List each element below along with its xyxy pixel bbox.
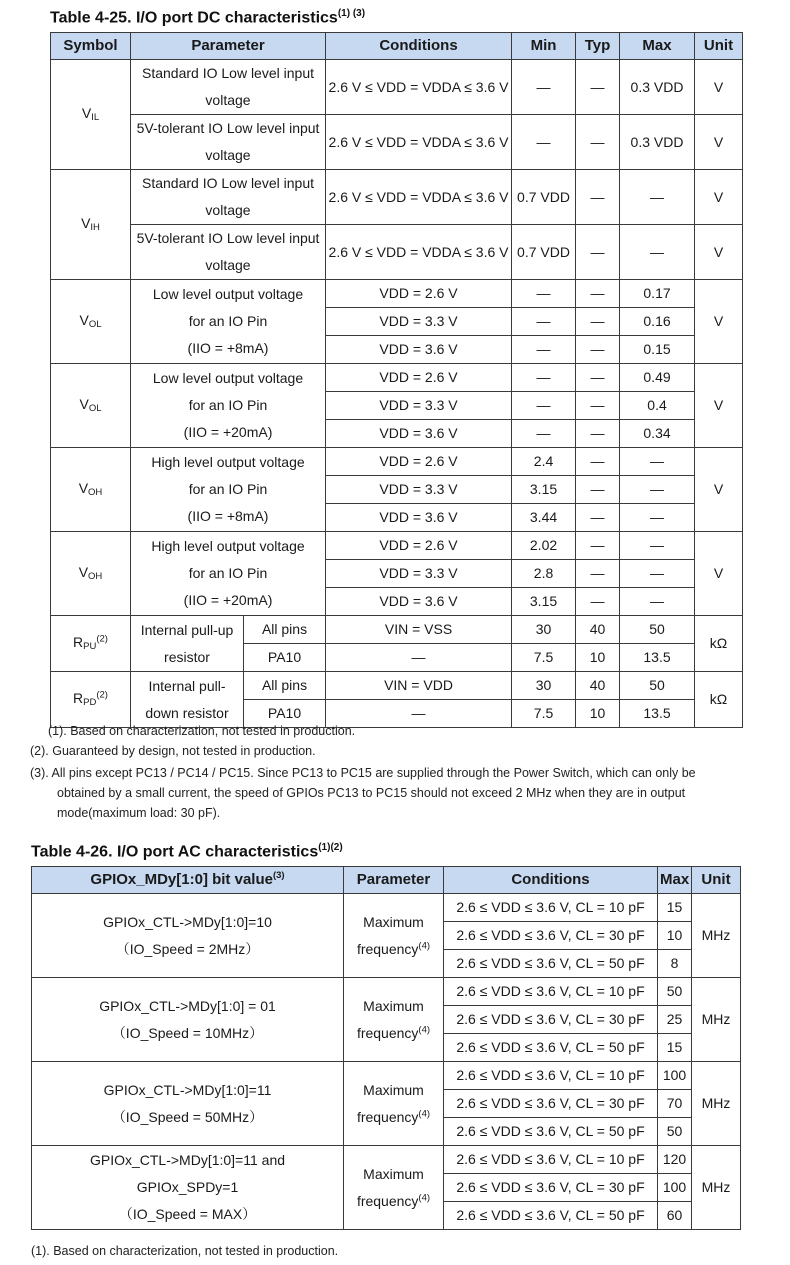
bit-line: GPIOx_CTL->MDy[1:0]=11 [103,1081,272,1098]
typ-cell: — [576,308,620,336]
max-cell: 13.5 [620,644,695,672]
table-dc-title-text: Table 4-25. I/O port DC characteristics [50,9,338,27]
param-cell [131,672,244,728]
typ-cell: 10 [576,644,620,672]
table-ac [31,866,741,1230]
param-cell: Standard IO Low level input voltage [131,170,326,225]
param-line: Low level output voltage [152,370,304,386]
pins-cell: PA10 [244,700,326,728]
min-cell: 2.4 [512,448,576,476]
table-row [51,280,743,308]
table-ac-title [31,842,343,861]
typ-cell: — [576,504,620,532]
max-cell: 70 [658,1090,692,1118]
table-dc-note-1: (1). Based on characterization, not tested in production. [48,724,356,738]
symbol-text: R [73,634,84,650]
cond-cell: 2.6 V ≤ VDD = VDDA ≤ 3.6 V [326,60,512,115]
table-ac-title-text: Table 4-26. I/O port AC characteristics [31,843,319,861]
footnote-ref: (3) [272,870,285,881]
param-cell [344,1062,444,1146]
max-cell: 100 [658,1062,692,1090]
max-cell: 10 [658,922,692,950]
param-line: (IIO = +8mA) [187,508,269,524]
min-cell: — [512,364,576,392]
min-cell: 3.15 [512,588,576,616]
bit-value-cell [32,1062,344,1146]
cond-cell: 2.6 ≤ VDD ≤ 3.6 V, CL = 30 pF [444,922,658,950]
table-dc-note-3 [30,763,740,823]
min-cell: 2.8 [512,560,576,588]
param-line: High level output voltage [151,538,305,554]
min-cell: — [512,115,576,170]
cond-cell: VDD = 3.6 V [326,420,512,448]
max-cell: 25 [658,1006,692,1034]
unit-cell: V [695,364,743,448]
cond-cell: VDD = 2.6 V [326,280,512,308]
table-row [51,364,743,392]
header-max: Max [658,867,692,894]
param-line: Maximum [363,1081,424,1098]
min-cell: 0.7 VDD [512,225,576,280]
typ-cell: — [576,448,620,476]
unit-cell: V [695,225,743,280]
max-cell: — [620,448,695,476]
cond-cell: 2.6 ≤ VDD ≤ 3.6 V, CL = 10 pF [444,1146,658,1174]
table-row [51,532,743,560]
unit-cell: V [695,280,743,364]
min-cell: — [512,392,576,420]
table-row [51,115,743,170]
header-unit: Unit [692,867,741,894]
max-cell: — [620,532,695,560]
bit-line: GPIOx_CTL->MDy[1:0]=11 and [89,1152,286,1168]
header-typ: Typ [576,33,620,60]
typ-cell: — [576,532,620,560]
max-cell: — [620,588,695,616]
table-row [32,894,741,922]
param-cell [131,280,326,364]
max-cell: 15 [658,894,692,922]
table-row [51,672,743,700]
max-cell: 0.17 [620,280,695,308]
cond-cell: 2.6 ≤ VDD ≤ 3.6 V, CL = 10 pF [444,1062,658,1090]
cond-cell: VIN = VDD [326,672,512,700]
max-cell: 13.5 [620,700,695,728]
symbol-subscript: OL [88,403,102,414]
table-row [32,1062,741,1090]
table-row [51,170,743,225]
bit-value-cell [32,894,344,978]
typ-cell: — [576,336,620,364]
unit-cell: V [695,448,743,532]
typ-cell: — [576,588,620,616]
param-line: frequency [356,940,419,957]
header-symbol: Symbol [51,33,131,60]
footnote-ref: (4) [418,1107,431,1119]
cond-cell: 2.6 ≤ VDD ≤ 3.6 V, CL = 10 pF [444,978,658,1006]
param-line: High level output voltage [151,454,305,470]
param-line: Maximum [363,997,424,1014]
typ-cell: — [576,364,620,392]
bit-line: （IO_Speed = 10MHz） [111,1024,264,1041]
cond-cell: VIN = VSS [326,616,512,644]
cond-cell: VDD = 3.3 V [326,560,512,588]
footnote-ref: (4) [418,939,431,951]
max-cell: — [620,170,695,225]
symbol-subscript: PU [83,641,97,652]
cond-cell: VDD = 2.6 V [326,448,512,476]
max-cell: 8 [658,950,692,978]
param-cell [344,1146,444,1230]
max-cell: 50 [658,978,692,1006]
bit-line: GPIOx_CTL->MDy[1:0]=10 [103,913,272,930]
min-cell: 7.5 [512,644,576,672]
param-cell [344,978,444,1062]
header-max: Max [620,33,695,60]
footnote-ref: (2) [96,689,108,701]
header-unit: Unit [695,33,743,60]
cond-cell: VDD = 2.6 V [326,532,512,560]
symbol-subscript: IL [91,112,100,123]
unit-cell: V [695,115,743,170]
max-cell: 100 [658,1174,692,1202]
cond-cell: 2.6 V ≤ VDD = VDDA ≤ 3.6 V [326,115,512,170]
param-cell: 5V-tolerant IO Low level input voltage [131,225,326,280]
param-line: for an IO Pin [188,397,268,413]
header-conditions: Conditions [326,33,512,60]
symbol-subscript: OH [88,487,103,498]
cond-cell: 2.6 ≤ VDD ≤ 3.6 V, CL = 50 pF [444,1202,658,1230]
footnote-ref: (4) [418,1191,431,1203]
table-dc-header-row [51,33,743,60]
typ-cell: 40 [576,616,620,644]
max-cell: 60 [658,1202,692,1230]
pins-cell: PA10 [244,644,326,672]
unit-cell: kΩ [695,616,743,672]
typ-cell: — [576,392,620,420]
max-cell: 0.16 [620,308,695,336]
param-cell: 5V-tolerant IO Low level input voltage [131,115,326,170]
header-bit-value [32,867,344,894]
min-cell: — [512,280,576,308]
symbol-text: V [78,480,89,496]
param-line: for an IO Pin [188,313,268,329]
max-cell: 0.34 [620,420,695,448]
footnote-ref: (4) [418,1023,431,1035]
footnote-ref: (2) [96,633,108,645]
min-cell: 30 [512,616,576,644]
symbol-voh-20ma [51,532,131,616]
symbol-subscript: OL [88,319,102,330]
cond-cell: 2.6 ≤ VDD ≤ 3.6 V, CL = 30 pF [444,1090,658,1118]
min-cell: — [512,308,576,336]
bit-line: （IO_Speed = MAX） [118,1206,257,1222]
typ-cell: — [576,225,620,280]
unit-cell: MHz [692,1146,741,1230]
unit-cell: V [695,170,743,225]
param-line: Internal pull-up [140,621,234,638]
param-line: Maximum [363,1165,424,1182]
max-cell: 0.3 VDD [620,60,695,115]
header-bit-value-text: GPIOx_MDy[1:0] bit value [90,871,273,888]
symbol-subscript: PD [83,697,97,708]
table-dc-note-2: (2). Guaranteed by design, not tested in production. [30,744,316,758]
max-cell: 50 [620,616,695,644]
typ-cell: 10 [576,700,620,728]
param-line: down resistor [145,704,229,721]
cond-cell: 2.6 V ≤ VDD = VDDA ≤ 3.6 V [326,225,512,280]
bit-line: GPIOx_SPDy=1 [136,1179,239,1195]
typ-cell: — [576,170,620,225]
max-cell: 50 [620,672,695,700]
table-ac-header-row [32,867,741,894]
unit-cell: MHz [692,894,741,978]
typ-cell: — [576,476,620,504]
bit-line: （IO_Speed = 2MHz） [115,940,260,957]
param-line: frequency [356,1024,419,1041]
bit-line: （IO_Speed = 50MHz） [111,1108,264,1125]
min-cell: 30 [512,672,576,700]
cond-cell: 2.6 ≤ VDD ≤ 3.6 V, CL = 50 pF [444,1034,658,1062]
table-row [32,1146,741,1174]
pins-cell: All pins [244,616,326,644]
unit-cell: MHz [692,1062,741,1146]
symbol-subscript: IH [90,222,100,233]
max-cell: 0.3 VDD [620,115,695,170]
pins-cell: All pins [244,672,326,700]
cond-cell: VDD = 3.6 V [326,336,512,364]
table-row [51,616,743,644]
table-row [32,978,741,1006]
max-cell: — [620,504,695,532]
cond-cell: VDD = 2.6 V [326,364,512,392]
cond-cell: — [326,700,512,728]
note-3-text: (3). All pins except PC13 / PC14 / PC15. Since PC13 to PC15 are supplied through the Power Switch, which can only be obtained by a small current, the speed of GPIOs PC13 to PC15 should not exceed 2 MHz when they are in output mode(maximum load: 30 pF). [30,766,696,820]
header-parameter: Parameter [344,867,444,894]
table-dc [50,32,743,728]
cond-cell: VDD = 3.3 V [326,308,512,336]
param-line: frequency [356,1192,419,1209]
cond-cell: 2.6 ≤ VDD ≤ 3.6 V, CL = 30 pF [444,1006,658,1034]
typ-cell: — [576,420,620,448]
typ-cell: — [576,280,620,308]
table-row [51,448,743,476]
cond-cell: VDD = 3.3 V [326,392,512,420]
param-line: resistor [164,648,210,665]
cond-cell: 2.6 ≤ VDD ≤ 3.6 V, CL = 10 pF [444,894,658,922]
typ-cell: 40 [576,672,620,700]
unit-cell: V [695,532,743,616]
min-cell: — [512,420,576,448]
symbol-rpu [51,616,131,672]
param-line: for an IO Pin [188,565,268,581]
symbol-vol-20ma [51,364,131,448]
min-cell: 3.44 [512,504,576,532]
param-line: for an IO Pin [188,481,268,497]
param-cell [344,894,444,978]
min-cell: — [512,336,576,364]
header-min: Min [512,33,576,60]
table-ac-note-1: (1). Based on characterization, not tested in production. [31,1244,339,1258]
unit-cell: MHz [692,978,741,1062]
table-dc-title-refs: (1) (3) [337,8,366,19]
min-cell: 3.15 [512,476,576,504]
min-cell: 2.02 [512,532,576,560]
max-cell: — [620,476,695,504]
symbol-text: R [73,690,84,706]
symbol-rpd [51,672,131,728]
symbol-subscript: OH [88,571,103,582]
param-cell [131,532,326,616]
min-cell: — [512,60,576,115]
cond-cell: 2.6 V ≤ VDD = VDDA ≤ 3.6 V [326,170,512,225]
table-dc-title [50,8,365,27]
param-cell [131,364,326,448]
cond-cell: 2.6 ≤ VDD ≤ 3.6 V, CL = 50 pF [444,950,658,978]
min-cell: 7.5 [512,700,576,728]
typ-cell: — [576,560,620,588]
min-cell: 0.7 VDD [512,170,576,225]
param-cell [131,616,244,672]
table-ac-title-refs: (1)(2) [318,842,343,853]
bit-line: GPIOx_CTL->MDy[1:0] = 01 [99,997,276,1014]
param-cell [131,448,326,532]
symbol-vol-8ma [51,280,131,364]
typ-cell: — [576,60,620,115]
table-row [51,225,743,280]
symbol-text: V [79,312,89,328]
max-cell: — [620,560,695,588]
param-line: Low level output voltage [152,286,304,302]
param-line: (IIO = +8mA) [187,340,269,356]
symbol-vil [51,60,131,170]
header-parameter: Parameter [131,33,326,60]
max-cell: 0.4 [620,392,695,420]
max-cell: 0.15 [620,336,695,364]
max-cell: — [620,225,695,280]
param-line: (IIO = +20mA) [183,592,273,608]
typ-cell: — [576,115,620,170]
symbol-vih [51,170,131,280]
table-row [51,60,743,115]
symbol-text: V [78,564,89,580]
cond-cell: VDD = 3.6 V [326,504,512,532]
cond-cell: VDD = 3.6 V [326,588,512,616]
param-cell: Standard IO Low level input voltage [131,60,326,115]
symbol-text: V [79,396,89,412]
max-cell: 50 [658,1118,692,1146]
bit-value-cell [32,978,344,1062]
max-cell: 0.49 [620,364,695,392]
param-line: Maximum [363,913,424,930]
param-line: frequency [356,1108,419,1125]
max-cell: 15 [658,1034,692,1062]
cond-cell: 2.6 ≤ VDD ≤ 3.6 V, CL = 30 pF [444,1174,658,1202]
param-line: (IIO = +20mA) [183,424,273,440]
symbol-text: V [81,215,91,231]
unit-cell: V [695,60,743,115]
symbol-voh-8ma [51,448,131,532]
param-line: Internal pull- [148,677,226,694]
symbol-text: V [81,105,92,121]
cond-cell: VDD = 3.3 V [326,476,512,504]
unit-cell: kΩ [695,672,743,728]
bit-value-cell [32,1146,344,1230]
cond-cell: — [326,644,512,672]
cond-cell: 2.6 ≤ VDD ≤ 3.6 V, CL = 50 pF [444,1118,658,1146]
header-conditions: Conditions [444,867,658,894]
max-cell: 120 [658,1146,692,1174]
